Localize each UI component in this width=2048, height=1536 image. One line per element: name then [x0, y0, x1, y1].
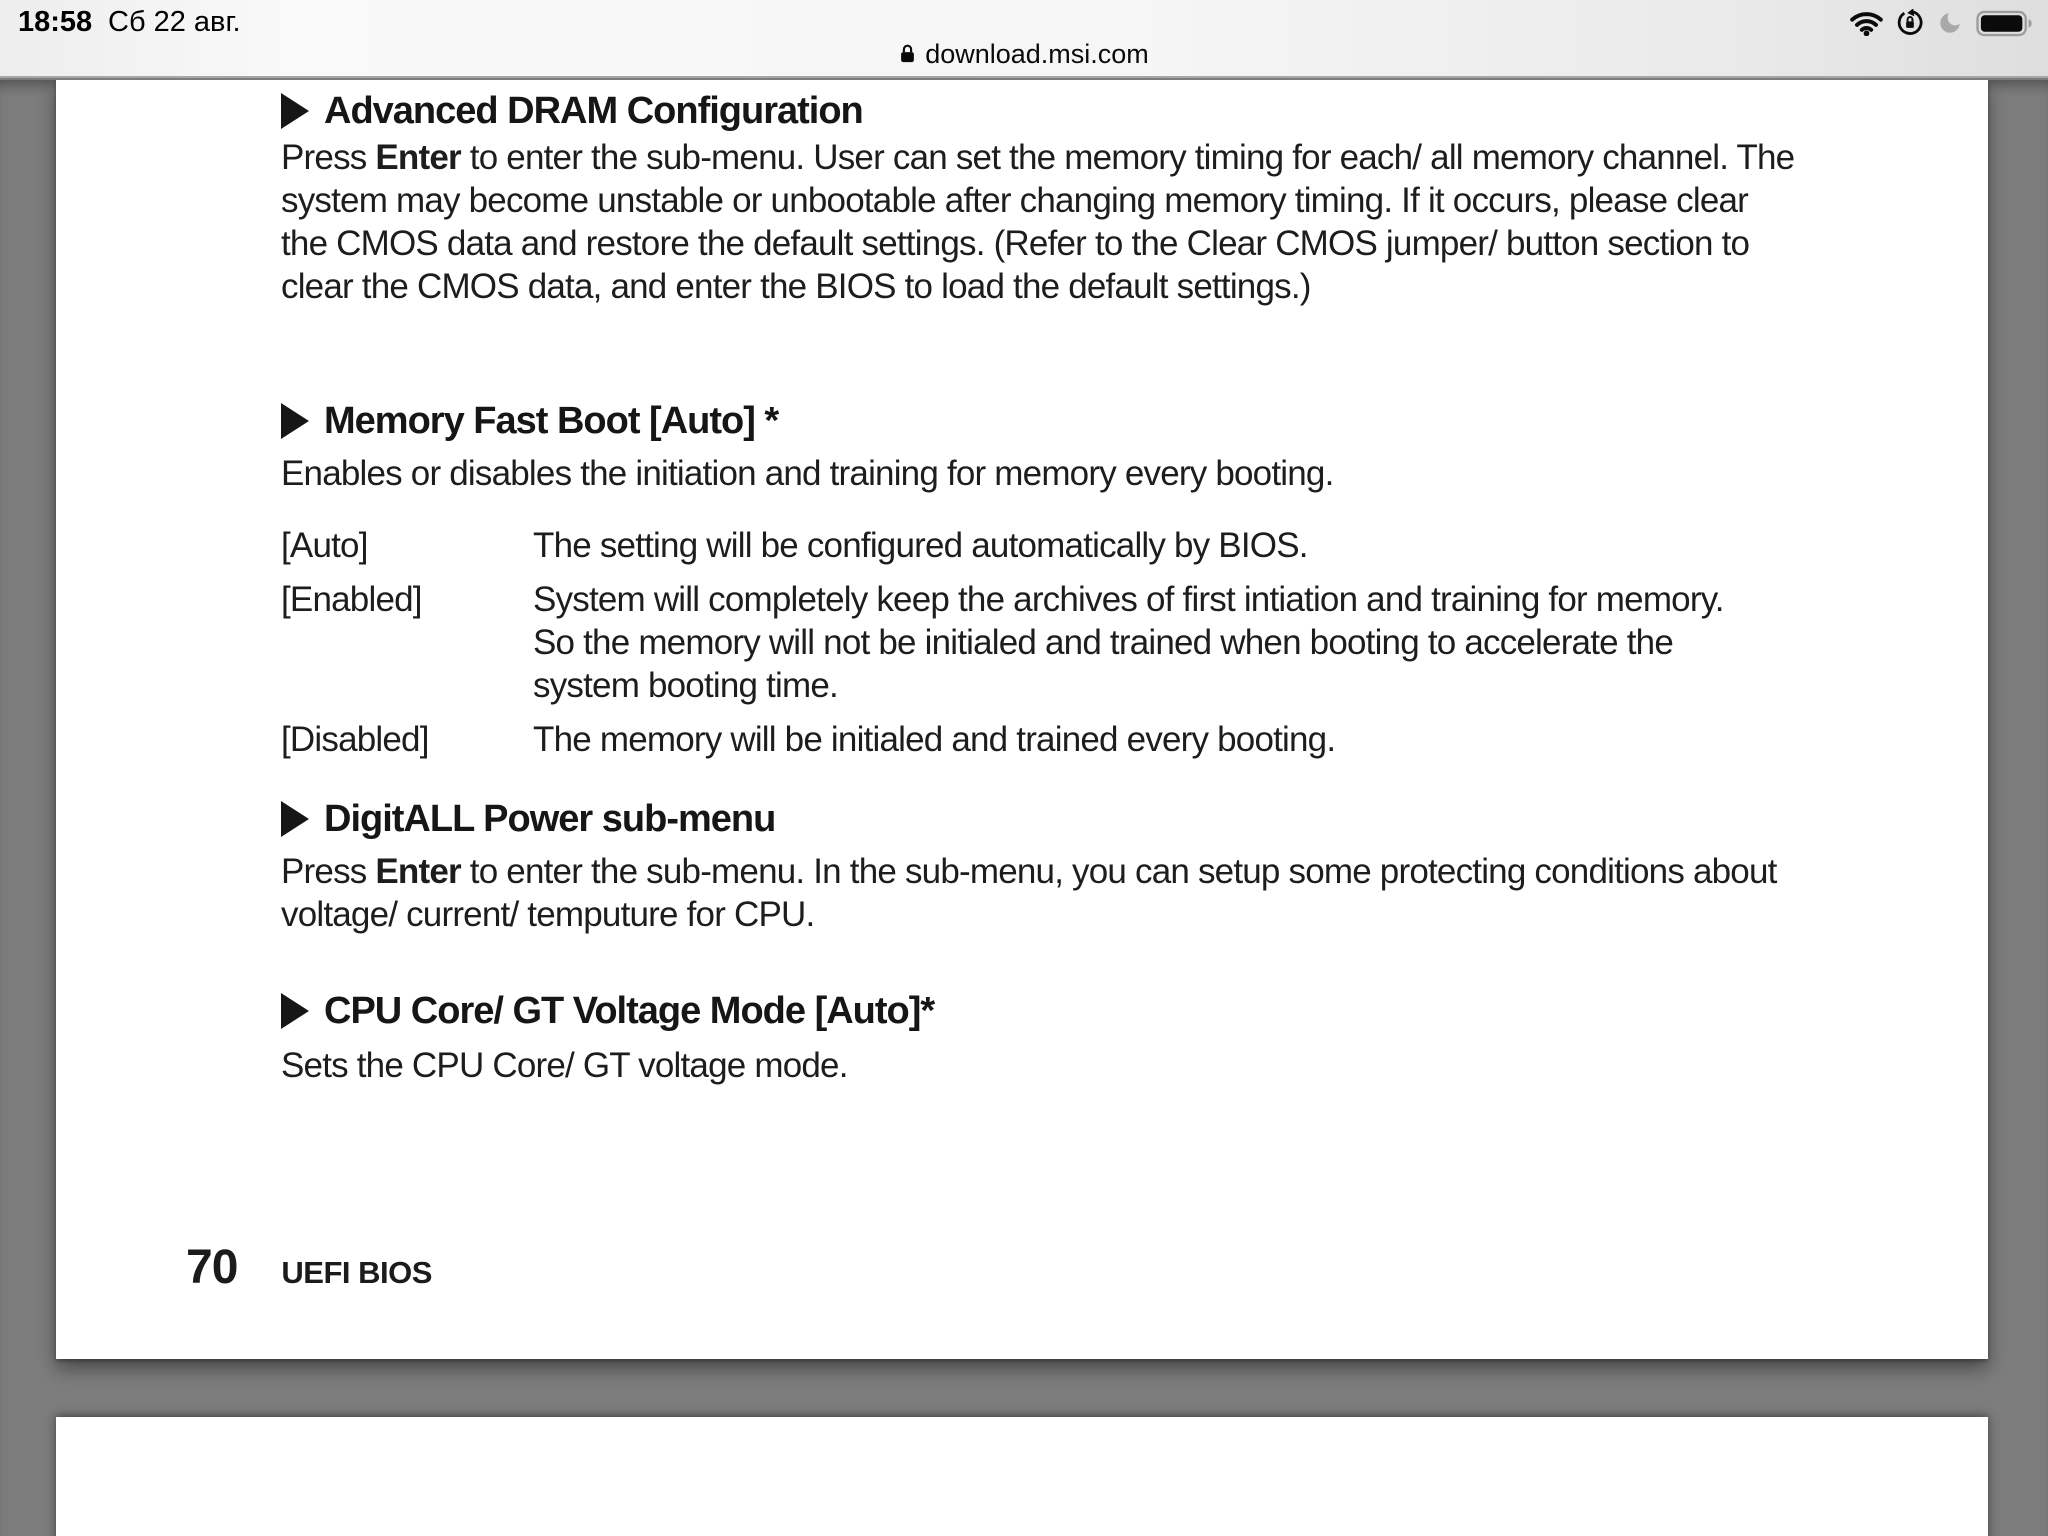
battery-icon	[1976, 10, 2034, 37]
option-term: [Enabled]	[281, 580, 422, 619]
section-paragraph: Enables or disables the initiation and training for memory every booting.	[281, 454, 1334, 493]
paragraph-text: to enter the sub-menu. In the sub-menu, you can setup some protecting conditions about voltage/ current/ temputure for CPU.	[281, 852, 1777, 934]
section-heading-digitall-power	[281, 796, 775, 842]
section-paragraph	[281, 850, 1796, 936]
triangle-bullet-icon	[281, 93, 309, 129]
section-heading-label: Memory Fast Boot [Auto] *	[324, 399, 779, 442]
pdf-page-next	[56, 1417, 1988, 1536]
page-number: 70	[186, 1241, 238, 1294]
moon-icon	[1937, 10, 1963, 36]
section-heading-cpu-voltage-mode	[281, 988, 934, 1034]
option-row-auto	[281, 524, 1801, 567]
section-heading-label: Advanced DRAM Configuration	[324, 89, 863, 132]
footer-label: UEFI BIOS	[281, 1255, 432, 1290]
option-description: The memory will be initialed and trained every booting.	[533, 720, 1336, 759]
paragraph-text: to enter the sub-menu. User can set the memory timing for each/ all memory channel. The system may become unstable or unbootable after changing memory timing. If it occurs, please clear the CMOS data and restore the default settings. (Refer to the Clear CMOS jumper/ button section to clear the CMOS data, and enter the BIOS to load the default settings.)	[281, 138, 1795, 306]
paragraph-text: Press	[281, 852, 376, 891]
status-time: 18:58	[18, 6, 93, 38]
paragraph-bold-text: Enter	[375, 138, 461, 177]
option-term: [Auto]	[281, 526, 368, 565]
section-heading-advanced-dram	[281, 88, 863, 134]
triangle-bullet-icon	[281, 993, 309, 1029]
pdf-viewer[interactable]	[0, 80, 2048, 1536]
rotation-lock-icon	[1896, 9, 1924, 37]
address-bar[interactable]	[0, 36, 2048, 72]
wifi-icon	[1850, 11, 1883, 36]
option-row-enabled	[281, 578, 1801, 707]
option-term: [Disabled]	[281, 720, 429, 759]
option-description: The setting will be configured automatically by BIOS.	[533, 526, 1308, 565]
option-definition-list	[281, 524, 1801, 772]
page-footer	[186, 1240, 432, 1295]
browser-chrome	[0, 0, 2048, 78]
paragraph-text: Press	[281, 138, 376, 177]
lock-icon	[899, 43, 916, 65]
pdf-page-70	[56, 80, 1988, 1359]
section-paragraph	[281, 136, 1796, 308]
status-date: Сб 22 авг.	[108, 6, 241, 38]
paragraph-bold-text: Enter	[375, 852, 461, 891]
section-heading-label: CPU Core/ GT Voltage Mode [Auto]*	[324, 989, 935, 1032]
address-domain: download.msi.com	[925, 38, 1149, 69]
triangle-bullet-icon	[281, 403, 309, 439]
section-paragraph: Sets the CPU Core/ GT voltage mode.	[281, 1046, 848, 1085]
section-heading-memory-fast-boot	[281, 398, 778, 444]
option-row-disabled	[281, 718, 1801, 761]
section-heading-label: DigitALL Power sub-menu	[324, 797, 776, 840]
option-description: System will completely keep the archives of first intiation and training for memory. So the memory will not be initialed and trained when booting to accelerate the system booting time.	[533, 580, 1724, 705]
triangle-bullet-icon	[281, 801, 309, 837]
